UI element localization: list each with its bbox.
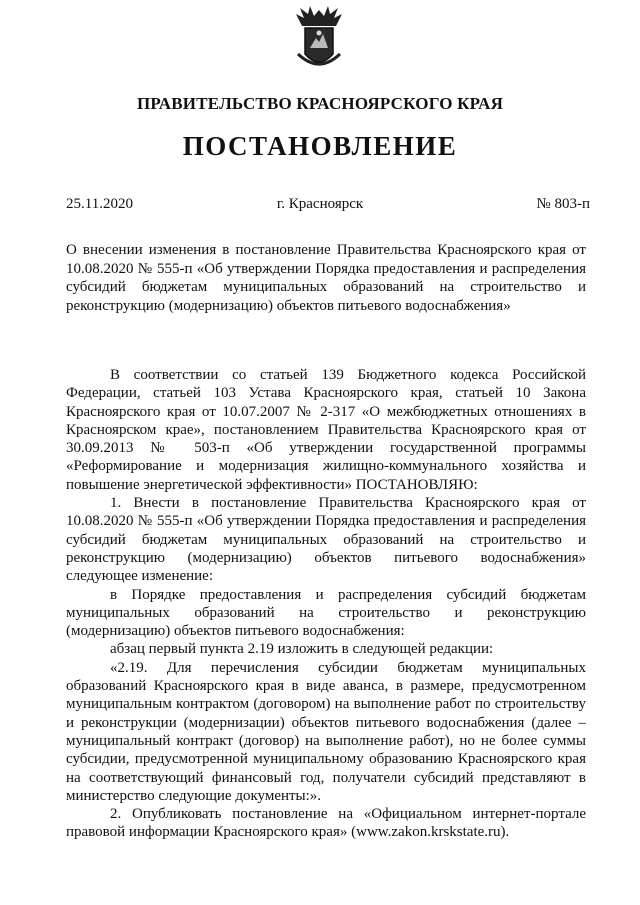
document-subject: О внесении изменения в постановление Правительства Красноярского края от 10.08.2020 № 555-п «Об утверждении Порядка предоставления и распределения субсидий бюджетам муниципальных образований на строительство и реконструкцию (модернизацию) объектов питьевого водоснабжения» xyxy=(66,242,586,314)
item-1-quote-paragraph: «2.19. Для перечисления субсидии бюджетам муниципальных образований Красноярского края в виде аванса, в размере, предусмотренном муниципальным контрактом (договором) на выполнение работ по строительству и реконструкции (модернизации) объектов питьевого водоснабжения (далее – муниципальный контракт (договор) на выполнение работ), но не более суммы субсидии, предусмотренной муниципальному образованию Красноярского края на соответствующий финансовый год, получатели субсидий представляют в министерство следующие документы:». xyxy=(66,659,586,804)
item-1-sub-paragraph: в Порядке предоставления и распределения субсидий бюджетам муниципальных образований на строительство и реконструкцию (модернизацию) объектов питьевого водоснабжения: xyxy=(66,586,586,640)
item-1-instruction-paragraph: абзац первый пункта 2.19 изложить в следующей редакции: xyxy=(110,641,494,658)
document-date: 25.11.2020 xyxy=(66,196,133,212)
item-2-paragraph: 2. Опубликовать постановление на «Официальном интернет-портале правовой информации Красноярского края» (www.zakon.krskstate.ru). xyxy=(66,806,586,841)
document-body xyxy=(66,366,586,842)
document-number: № 803-п xyxy=(536,196,590,212)
document-city: г. Красноярск xyxy=(276,196,364,212)
government-name: ПРАВИТЕЛЬСТВО КРАСНОЯРСКОГО КРАЯ xyxy=(136,94,504,113)
item-1-paragraph: 1. Внести в постановление Правительства Красноярского края от 10.08.2020 № 555-п «Об утверждении Порядка предоставления и распределения субсидий бюджетам муниципальных образований на строительство и реконструкцию (модернизацию) объектов питьевого водоснабжения» следующее изменение: xyxy=(66,495,586,585)
document-type-title: ПОСТАНОВЛЕНИЕ xyxy=(182,131,458,161)
coat-of-arms-icon xyxy=(294,4,344,74)
preamble-paragraph: В соответствии со статьей 139 Бюджетного кодекса Российской Федерации, статьей 103 Устава Красноярского края, статьей 10 Закона Красноярского края от 10.07.2007 № 2-317 «О межбюджетных отношениях в Красноярском крае», постановлением Правительства Красноярского края от 30.09.2013 № 503-п «Об утверждении государственной программы «Реформирование и модернизация жилищно-коммунального хозяйства и повышение энергетической эффективности» ПОСТАНОВЛЯЮ: xyxy=(66,367,586,493)
